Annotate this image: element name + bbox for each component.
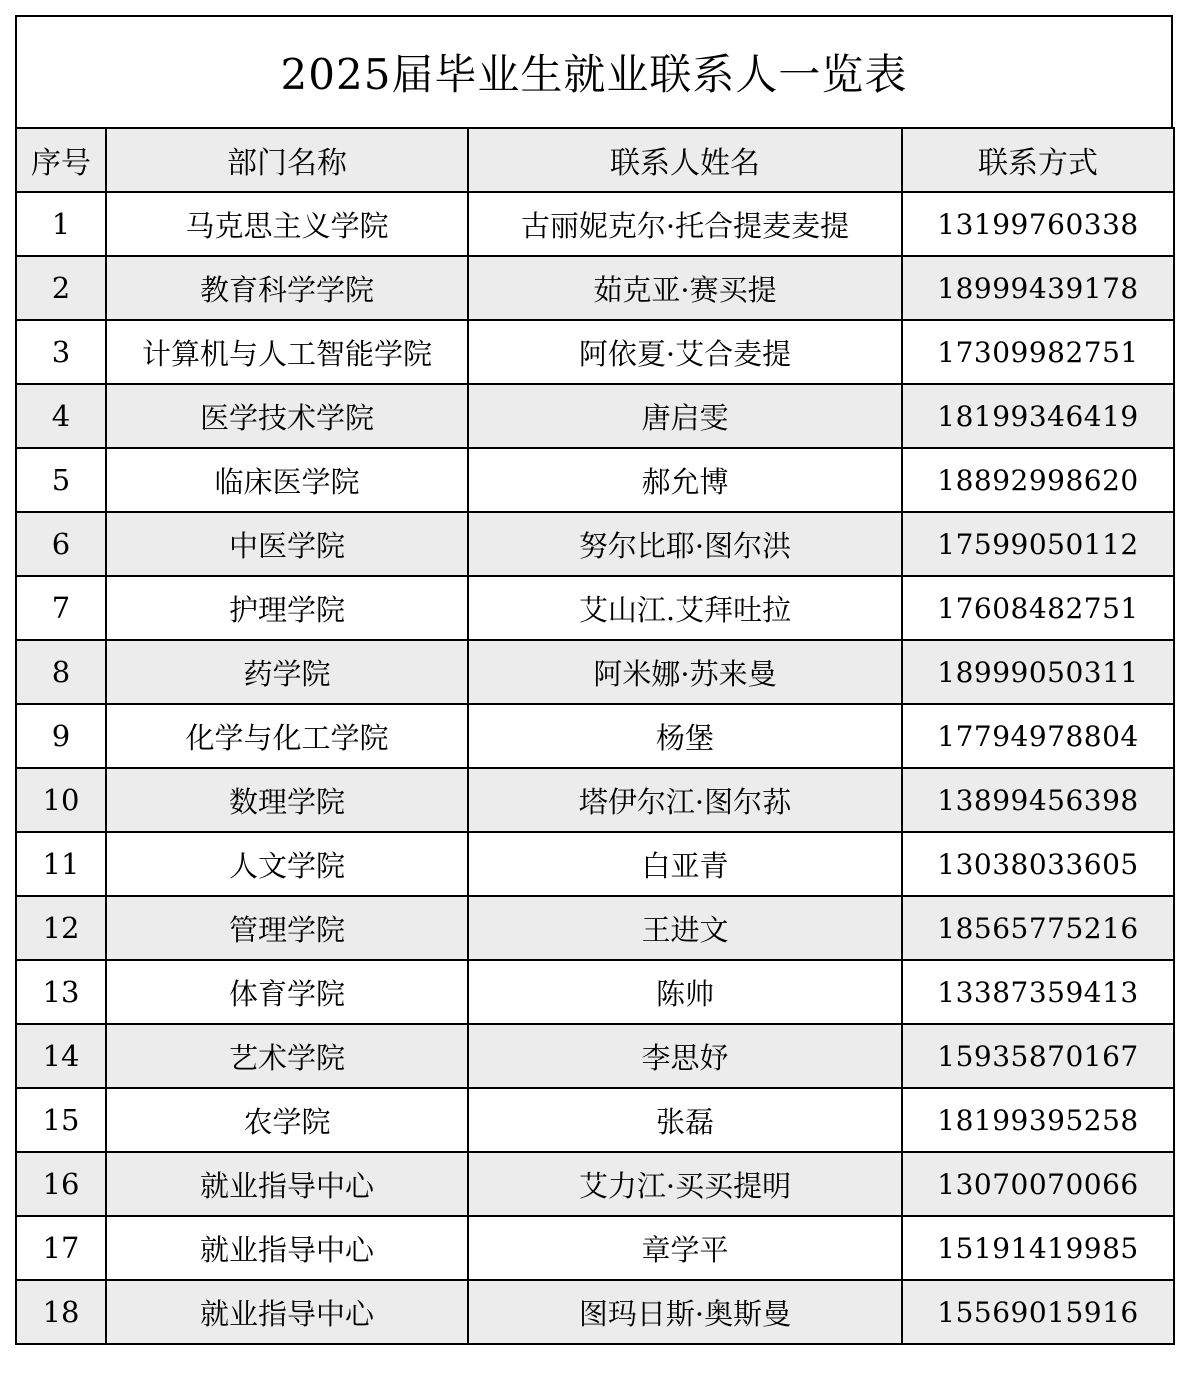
cell-no: 5	[16, 448, 106, 512]
cell-dept: 人文学院	[106, 832, 468, 896]
table-row	[16, 896, 1174, 960]
cell-dept: 医学技术学院	[106, 384, 468, 448]
cell-no: 16	[16, 1152, 106, 1216]
table-row	[16, 960, 1174, 1024]
cell-contact: 唐启雯	[468, 384, 902, 448]
cell-phone: 15569015916	[902, 1280, 1174, 1344]
cell-no: 18	[16, 1280, 106, 1344]
table-row	[16, 1280, 1174, 1344]
cell-contact: 陈帅	[468, 960, 902, 1024]
cell-dept: 数理学院	[106, 768, 468, 832]
table-row	[16, 1216, 1174, 1280]
cell-no: 6	[16, 512, 106, 576]
cell-no: 1	[16, 192, 106, 256]
cell-phone: 13199760338	[902, 192, 1174, 256]
table-row	[16, 192, 1174, 256]
cell-phone: 13899456398	[902, 768, 1174, 832]
cell-dept: 农学院	[106, 1088, 468, 1152]
header-phone: 联系方式	[902, 128, 1174, 192]
contact-table	[15, 127, 1175, 1345]
cell-dept: 艺术学院	[106, 1024, 468, 1088]
cell-phone: 17599050112	[902, 512, 1174, 576]
cell-phone: 18565775216	[902, 896, 1174, 960]
cell-contact: 古丽妮克尔·托合提麦麦提	[468, 192, 902, 256]
cell-no: 9	[16, 704, 106, 768]
cell-contact: 杨堡	[468, 704, 902, 768]
cell-no: 3	[16, 320, 106, 384]
contact-sheet	[15, 15, 1173, 1345]
table-row	[16, 256, 1174, 320]
cell-contact: 努尔比耶·图尔洪	[468, 512, 902, 576]
table-row	[16, 576, 1174, 640]
cell-no: 4	[16, 384, 106, 448]
header-no: 序号	[16, 128, 106, 192]
cell-phone: 18199346419	[902, 384, 1174, 448]
cell-phone: 17608482751	[902, 576, 1174, 640]
cell-contact: 李思妤	[468, 1024, 902, 1088]
cell-no: 14	[16, 1024, 106, 1088]
table-row	[16, 832, 1174, 896]
cell-dept: 马克思主义学院	[106, 192, 468, 256]
cell-dept: 就业指导中心	[106, 1216, 468, 1280]
cell-phone: 18892998620	[902, 448, 1174, 512]
table-row	[16, 320, 1174, 384]
cell-contact: 张磊	[468, 1088, 902, 1152]
cell-contact: 阿依夏·艾合麦提	[468, 320, 902, 384]
cell-no: 13	[16, 960, 106, 1024]
cell-dept: 就业指导中心	[106, 1152, 468, 1216]
cell-contact: 白亚青	[468, 832, 902, 896]
cell-contact: 王进文	[468, 896, 902, 960]
cell-contact: 郝允博	[468, 448, 902, 512]
cell-dept: 护理学院	[106, 576, 468, 640]
cell-phone: 15191419985	[902, 1216, 1174, 1280]
cell-phone: 18999050311	[902, 640, 1174, 704]
cell-no: 11	[16, 832, 106, 896]
cell-dept: 化学与化工学院	[106, 704, 468, 768]
cell-dept: 临床医学院	[106, 448, 468, 512]
cell-dept: 管理学院	[106, 896, 468, 960]
cell-phone: 18199395258	[902, 1088, 1174, 1152]
table-header-row	[16, 128, 1174, 192]
cell-contact: 章学平	[468, 1216, 902, 1280]
cell-phone: 13070070066	[902, 1152, 1174, 1216]
cell-phone: 15935870167	[902, 1024, 1174, 1088]
cell-no: 8	[16, 640, 106, 704]
cell-contact: 图玛日斯·奥斯曼	[468, 1280, 902, 1344]
cell-phone: 17309982751	[902, 320, 1174, 384]
cell-phone: 13387359413	[902, 960, 1174, 1024]
table-row	[16, 1088, 1174, 1152]
table-row	[16, 512, 1174, 576]
table-title: 2025届毕业生就业联系人一览表	[15, 15, 1173, 127]
cell-no: 12	[16, 896, 106, 960]
cell-dept: 就业指导中心	[106, 1280, 468, 1344]
cell-contact: 茹克亚·赛买提	[468, 256, 902, 320]
cell-dept: 计算机与人工智能学院	[106, 320, 468, 384]
cell-no: 2	[16, 256, 106, 320]
cell-contact: 阿米娜·苏来曼	[468, 640, 902, 704]
cell-no: 7	[16, 576, 106, 640]
cell-contact: 艾山江.艾拜吐拉	[468, 576, 902, 640]
cell-phone: 17794978804	[902, 704, 1174, 768]
cell-dept: 药学院	[106, 640, 468, 704]
table-row	[16, 448, 1174, 512]
cell-no: 10	[16, 768, 106, 832]
cell-no: 15	[16, 1088, 106, 1152]
header-dept: 部门名称	[106, 128, 468, 192]
table-row	[16, 384, 1174, 448]
cell-dept: 体育学院	[106, 960, 468, 1024]
cell-dept: 教育科学学院	[106, 256, 468, 320]
cell-phone: 13038033605	[902, 832, 1174, 896]
table-row	[16, 768, 1174, 832]
cell-contact: 塔伊尔江·图尔荪	[468, 768, 902, 832]
cell-phone: 18999439178	[902, 256, 1174, 320]
table-row	[16, 640, 1174, 704]
table-row	[16, 1024, 1174, 1088]
cell-dept: 中医学院	[106, 512, 468, 576]
cell-no: 17	[16, 1216, 106, 1280]
header-contact: 联系人姓名	[468, 128, 902, 192]
table-row	[16, 1152, 1174, 1216]
cell-contact: 艾力江·买买提明	[468, 1152, 902, 1216]
table-row	[16, 704, 1174, 768]
